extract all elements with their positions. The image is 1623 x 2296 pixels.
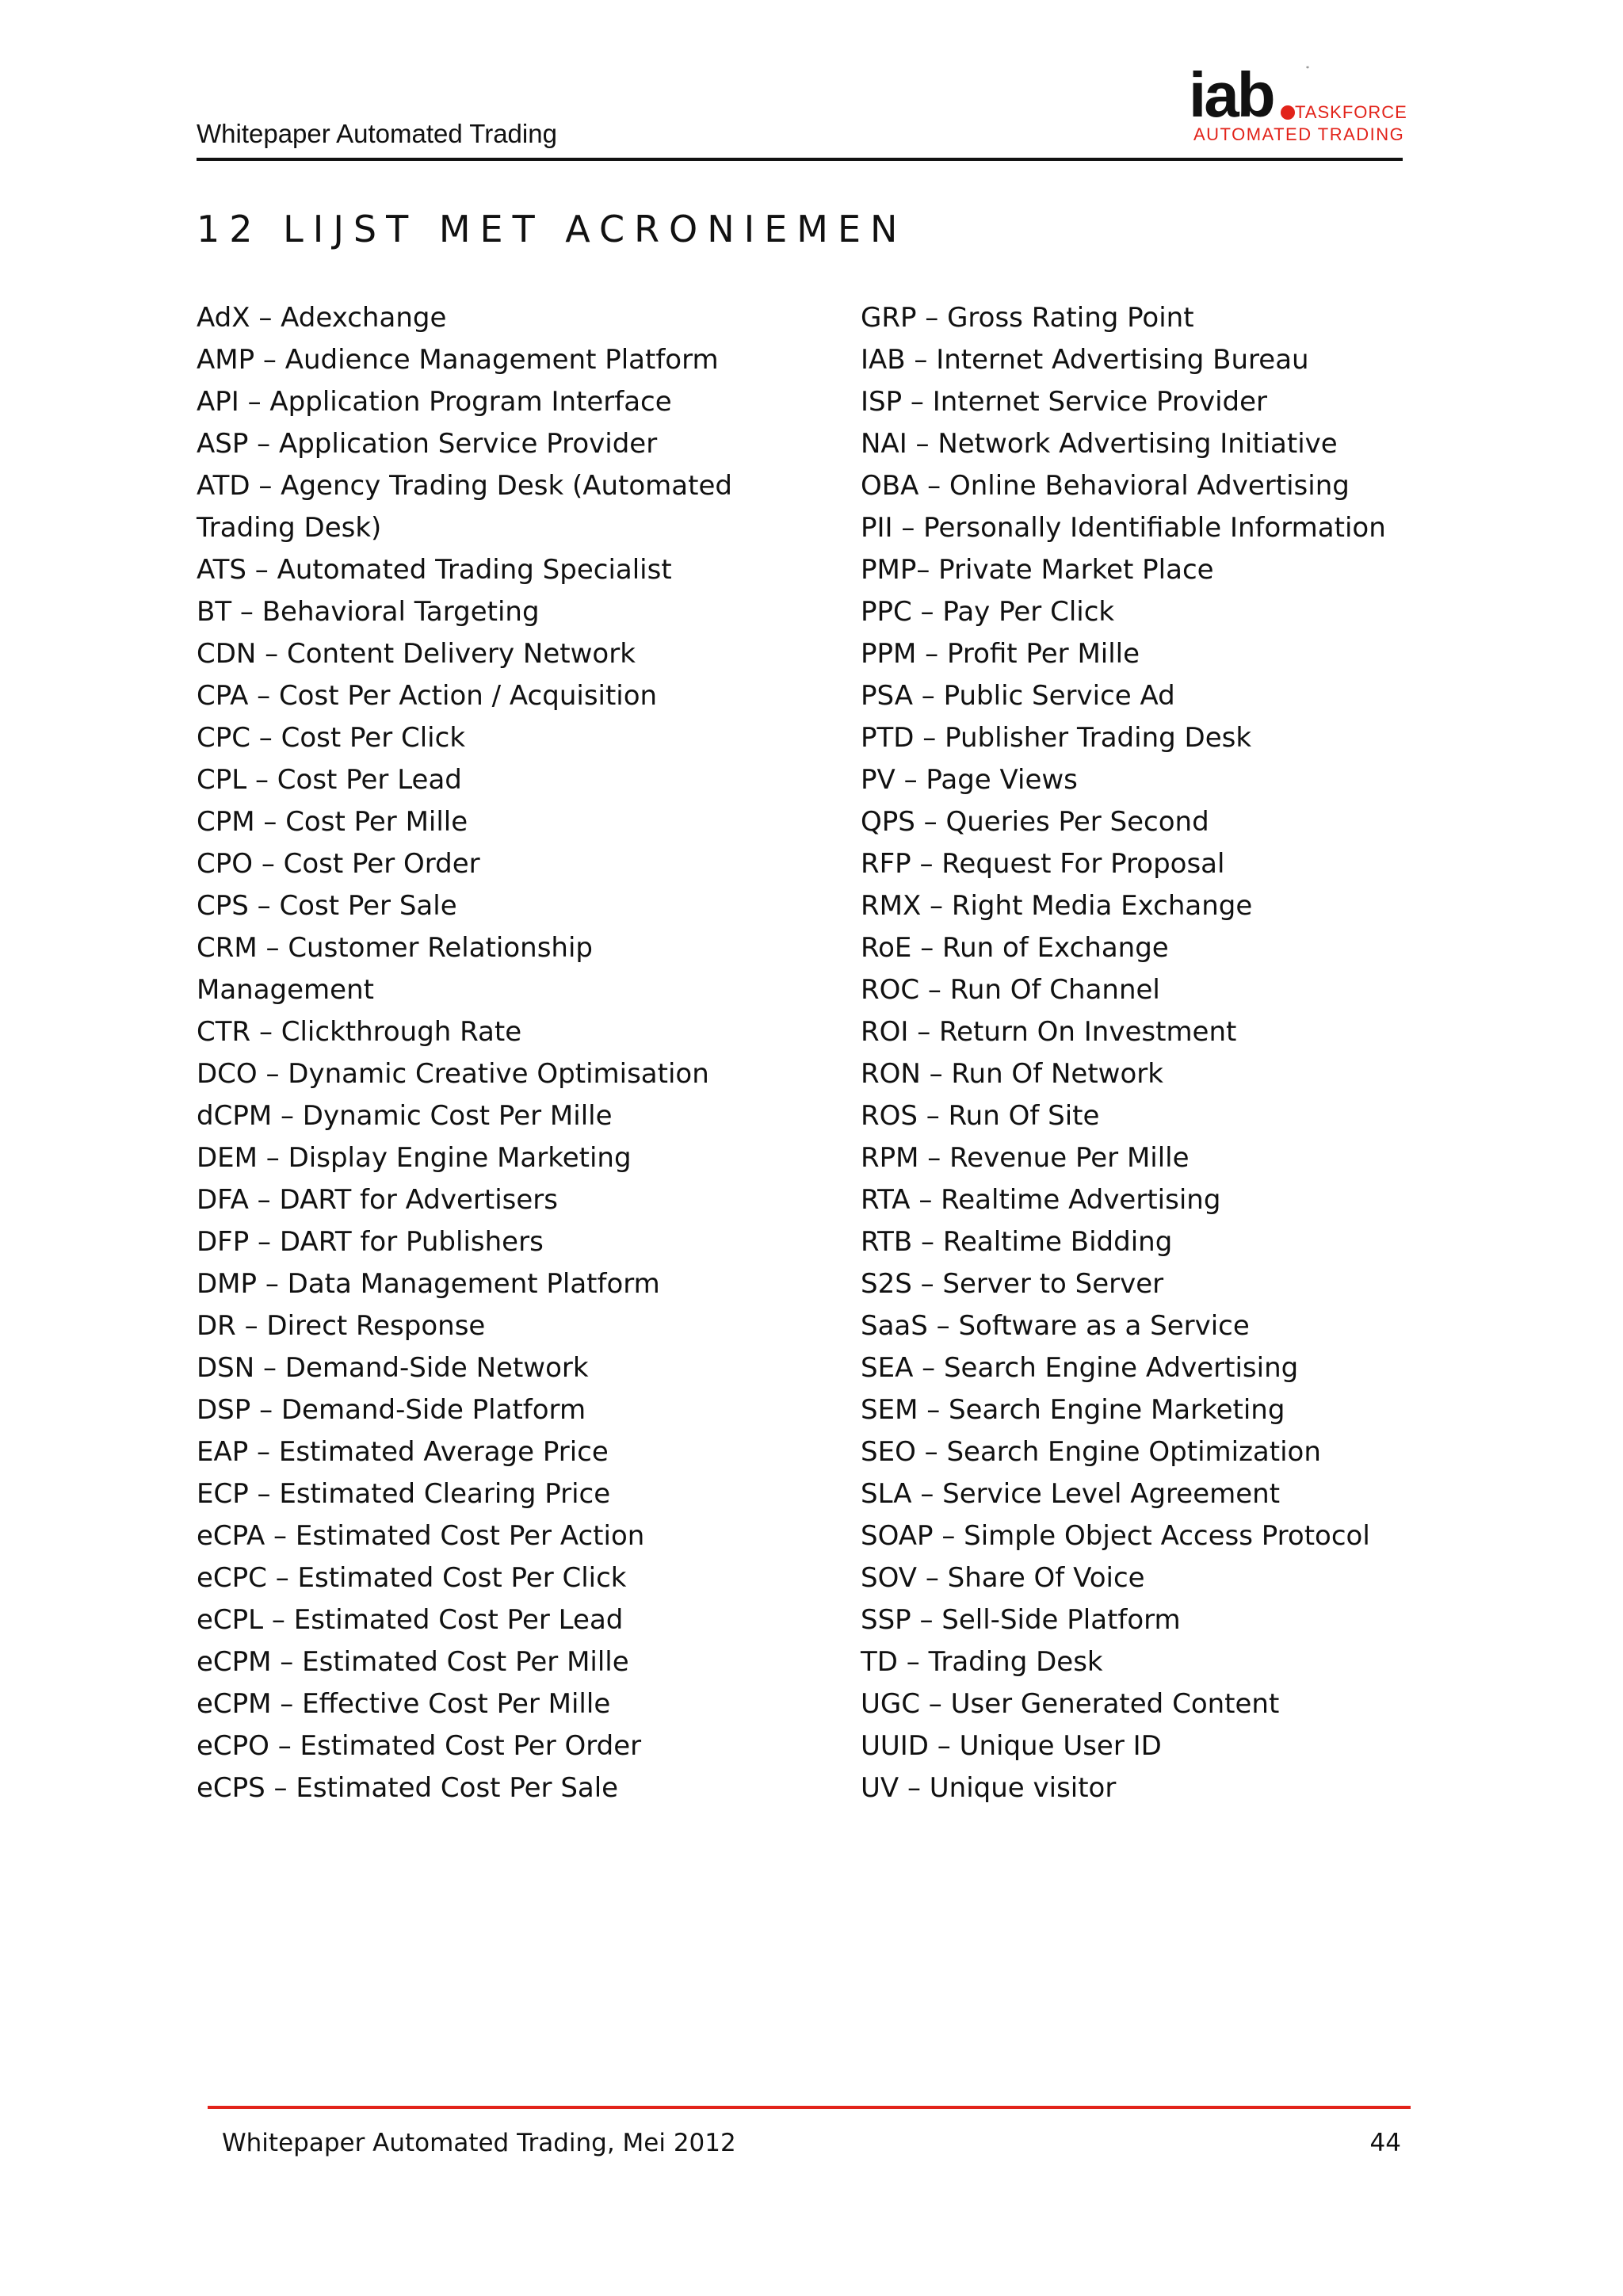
- logo-brand-text: iab: [1189, 59, 1274, 130]
- acronym-entry: PTD – Publisher Trading Desk: [861, 722, 1252, 754]
- page-number: 44: [1369, 2129, 1401, 2157]
- acronym-entry: CPO – Cost Per Order: [197, 848, 480, 880]
- logo-line-taskforce: TASKFORCE: [1295, 102, 1407, 122]
- acronym-entry: S2S – Server to Server: [861, 1268, 1164, 1300]
- acronym-entry: dCPM – Dynamic Cost Per Mille: [197, 1100, 613, 1132]
- acronym-entry: CPA – Cost Per Action / Acquisition: [197, 680, 658, 712]
- acronym-entry: RPM – Revenue Per Mille: [861, 1142, 1190, 1174]
- acronym-entry: RON – Run Of Network: [861, 1058, 1163, 1090]
- acronym-entry: eCPO – Estimated Cost Per Order: [197, 1730, 642, 1762]
- acronym-entry: DFA – DART for Advertisers: [197, 1184, 558, 1216]
- logo-red-dot: [1281, 105, 1295, 120]
- acronym-entry: RFP – Request For Proposal: [861, 848, 1225, 880]
- acronym-entry: UUID – Unique User ID: [861, 1730, 1162, 1762]
- acronym-entry: ROI – Return On Investment: [861, 1016, 1237, 1048]
- acronym-entry: ATS – Automated Trading Specialist: [197, 554, 672, 586]
- acronym-entry: NAI – Network Advertising Initiative: [861, 428, 1338, 460]
- acronym-entry: Trading Desk): [197, 512, 382, 544]
- acronym-entry: TD – Trading Desk: [861, 1646, 1103, 1678]
- acronym-entry: SEA – Search Engine Advertising: [861, 1352, 1299, 1384]
- acronym-entry: IAB – Internet Advertising Bureau: [861, 344, 1309, 376]
- acronym-entry: DEM – Display Engine Marketing: [197, 1142, 632, 1174]
- acronym-entry: AMP – Audience Management Platform: [197, 344, 719, 376]
- acronym-entry: ECP – Estimated Clearing Price: [197, 1478, 611, 1510]
- acronym-entry: DSP – Demand-Side Platform: [197, 1394, 586, 1426]
- acronym-entry: DMP – Data Management Platform: [197, 1268, 660, 1300]
- chapter-title: 12 LIJST MET ACRONIEMEN: [197, 208, 907, 250]
- footer-text: Whitepaper Automated Trading, Mei 2012: [222, 2129, 736, 2157]
- acronym-entry: SSP – Sell-Side Platform: [861, 1604, 1181, 1636]
- acronym-entry: CRM – Customer Relationship: [197, 932, 593, 964]
- acronym-entry: EAP – Estimated Average Price: [197, 1436, 609, 1468]
- acronym-entry: PSA – Public Service Ad: [861, 680, 1175, 712]
- acronym-entry: GRP – Gross Rating Point: [861, 302, 1194, 334]
- acronym-entry: OBA – Online Behavioral Advertising: [861, 470, 1350, 502]
- acronym-entry: DCO – Dynamic Creative Optimisation: [197, 1058, 709, 1090]
- acronym-entry: eCPA – Estimated Cost Per Action: [197, 1520, 645, 1552]
- acronym-entry: ASP – Application Service Provider: [197, 428, 658, 460]
- logo-trademark-mark: *: [1306, 65, 1309, 72]
- acronym-entry: ROC – Run Of Channel: [861, 974, 1160, 1006]
- acronym-entry: CPL – Cost Per Lead: [197, 764, 462, 796]
- acronym-entry: PPC – Pay Per Click: [861, 596, 1115, 628]
- acronym-entry: PII – Personally Identifiable Information: [861, 512, 1386, 544]
- acronym-list-right: [861, 297, 1415, 1809]
- acronym-entry: CPC – Cost Per Click: [197, 722, 466, 754]
- acronym-entry: eCPL – Estimated Cost Per Lead: [197, 1604, 624, 1636]
- acronym-entry: UV – Unique visitor: [861, 1772, 1117, 1804]
- acronym-entry: CTR – Clickthrough Rate: [197, 1016, 522, 1048]
- header-divider: [197, 158, 1403, 161]
- acronym-entry: PMP– Private Market Place: [861, 554, 1214, 586]
- acronym-entry: SaaS – Software as a Service: [861, 1310, 1250, 1342]
- acronym-entry: DFP – DART for Publishers: [197, 1226, 544, 1258]
- acronym-entry: RoE – Run of Exchange: [861, 932, 1169, 964]
- acronym-entry: QPS – Queries Per Second: [861, 806, 1209, 838]
- acronym-entry: SOV – Share Of Voice: [861, 1562, 1145, 1594]
- footer-divider: [208, 2106, 1411, 2109]
- acronym-entry: SEO – Search Engine Optimization: [861, 1436, 1321, 1468]
- acronym-entry: RTA – Realtime Advertising: [861, 1184, 1221, 1216]
- acronym-entry: eCPM – Estimated Cost Per Mille: [197, 1646, 629, 1678]
- acronym-entry: SOAP – Simple Object Access Protocol: [861, 1520, 1370, 1552]
- acronym-entry: PPM – Profit Per Mille: [861, 638, 1140, 670]
- acronym-entry: CDN – Content Delivery Network: [197, 638, 636, 670]
- acronym-entry: SLA – Service Level Agreement: [861, 1478, 1281, 1510]
- acronym-entry: eCPC – Estimated Cost Per Click: [197, 1562, 627, 1594]
- running-header-title: Whitepaper Automated Trading: [197, 119, 557, 148]
- acronym-entry: UGC – User Generated Content: [861, 1688, 1280, 1720]
- acronym-entry: BT – Behavioral Targeting: [197, 596, 540, 628]
- acronym-entry: AdX – Adexchange: [197, 302, 447, 334]
- acronym-entry: eCPS – Estimated Cost Per Sale: [197, 1772, 619, 1804]
- acronym-entry: DSN – Demand-Side Network: [197, 1352, 589, 1384]
- acronym-entry: RTB – Realtime Bidding: [861, 1226, 1173, 1258]
- acronym-entry: API – Application Program Interface: [197, 386, 672, 418]
- acronym-entry: RMX – Right Media Exchange: [861, 890, 1253, 922]
- acronym-entry: DR – Direct Response: [197, 1310, 486, 1342]
- acronym-entry: CPM – Cost Per Mille: [197, 806, 468, 838]
- acronym-entry: PV – Page Views: [861, 764, 1078, 796]
- acronym-entry: ISP – Internet Service Provider: [861, 386, 1267, 418]
- acronym-entry: Management: [197, 974, 374, 1006]
- logo-line-automated-trading: AUTOMATED TRADING: [1193, 124, 1405, 144]
- acronym-entry: ROS – Run Of Site: [861, 1100, 1100, 1132]
- acronym-entry: eCPM – Effective Cost Per Mille: [197, 1688, 611, 1720]
- acronym-list-left: [197, 297, 751, 1809]
- acronym-entry: SEM – Search Engine Marketing: [861, 1394, 1285, 1426]
- acronym-entry: ATD – Agency Trading Desk (Automated: [197, 470, 732, 502]
- acronym-entry: CPS – Cost Per Sale: [197, 890, 457, 922]
- iab-taskforce-logo: [1189, 59, 1407, 147]
